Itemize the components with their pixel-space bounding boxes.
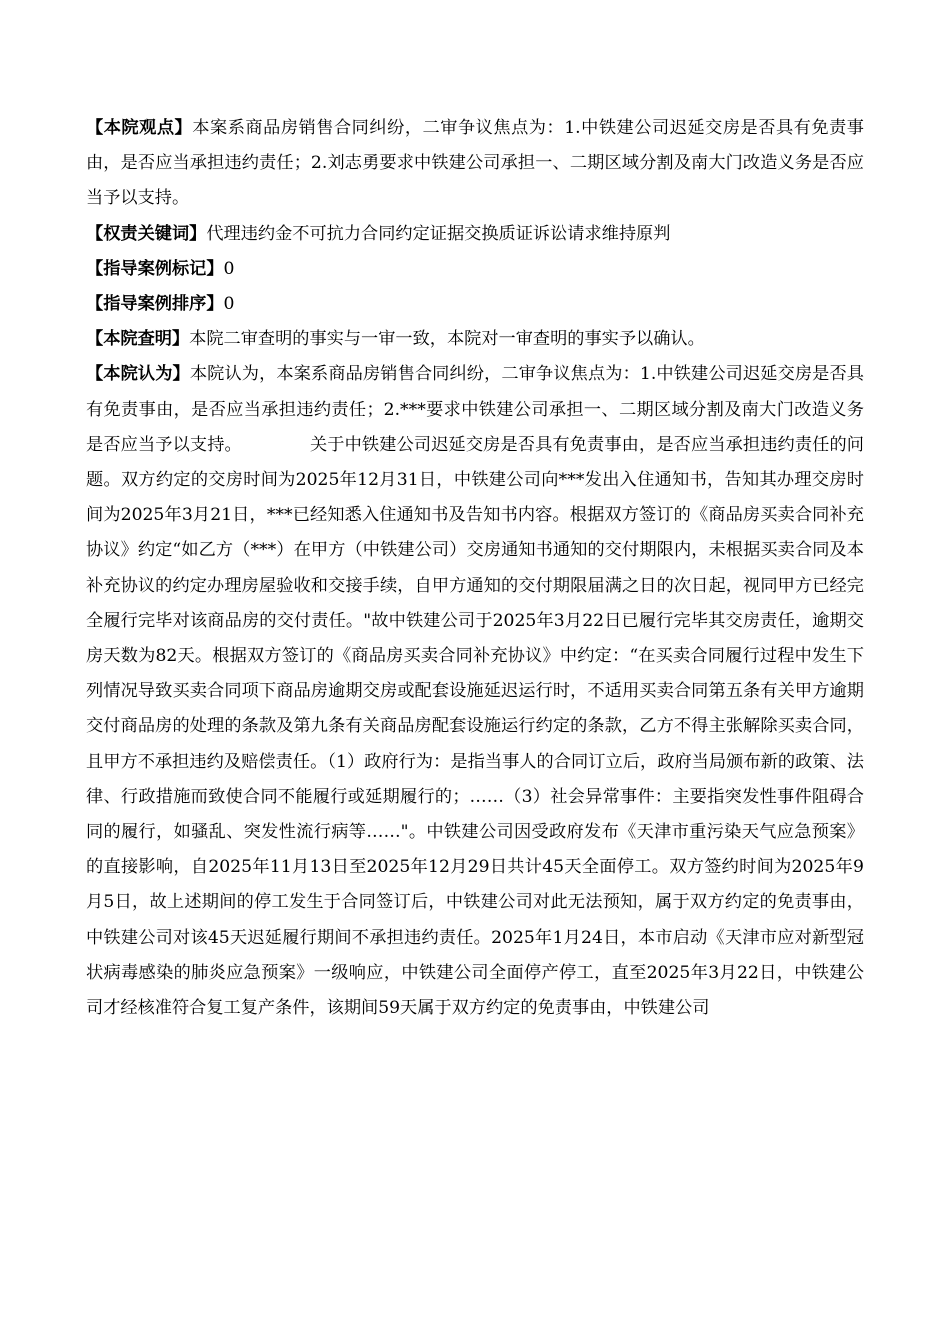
paragraph-guiding-case-order	[86, 287, 864, 322]
text-guiding-case-order: 0	[223, 294, 235, 315]
paragraph-guiding-case-mark	[86, 252, 864, 287]
document-page	[86, 111, 864, 1026]
label-keywords: 【权责关键词】	[86, 223, 207, 244]
label-court-findings: 【本院查明】	[86, 329, 190, 350]
label-guiding-case-order: 【指导案例排序】	[86, 294, 224, 315]
paragraph-court-findings	[86, 322, 864, 357]
text-court-opinion: 本案系商品房销售合同纠纷，二审争议焦点为：1.中铁建公司迟延交房是否具有免责事由，是否应当承担违约责任；2.刘志勇要求中铁建公司承担一、二期区域分割及南大门改造义务是否应当予以支持。	[86, 118, 864, 209]
text-court-holding: 本院认为，本案系商品房销售合同纠纷，二审争议焦点为：1.中铁建公司迟延交房是否具有免责事由，是否应当承担违约责任；2.***要求中铁建公司承担一、二期区域分割及南大门改造义务是否应当予以支持。	[86, 364, 864, 455]
text-keywords: 代理违约金不可抗力合同约定证据交换质证诉讼请求维持原判	[206, 223, 671, 244]
text-guiding-case-mark: 0	[223, 258, 235, 279]
paragraph-court-holding	[86, 357, 864, 1026]
label-court-holding: 【本院认为】	[86, 364, 190, 385]
paragraph-keywords	[86, 217, 864, 252]
paragraph-court-opinion	[86, 111, 864, 217]
label-guiding-case-mark: 【指导案例标记】	[86, 258, 224, 279]
text-court-holding-continued: 关于中铁建公司迟延交房是否具有免责事由，是否应当承担违约责任的问题。双方约定的交房时间为2025年12月31日，中铁建公司向***发出入住通知书，告知其办理交房时间为2025年3月21日，***已经知悉入住通知书及告知书内容。根据双方签订的《商品房买卖合同补充协议》约定“如乙方（***）在甲方（中铁建公司）交房通知书通知的交付期限内，未根据买卖合同及本补充协议的约定办理房屋验收和交接手续，自甲方通知的交付期限届满之日的次日起，视同甲方已经完全履行完毕对该商品房的交付责任。"故中铁建公司于2025年3月22日已履行完毕其交房责任，逾期交房天数为82天。根据双方签订的《商品房买卖合同补充协议》中约定：“在买卖合同履行过程中发生下列情况导致买卖合同项下商品房逾期交房或配套设施延迟运行时，不适用买卖合同第五条有关甲方逾期交付商品房的处理的条款及第九条有关商品房配套设施运行约定的条款，乙方不得主张解除买卖合同，且甲方不承担违约及赔偿责任。（1）政府行为：是指当事人的合同订立后，政府当局颁布新的政策、法律、行政措施而致使合同不能履行或延期履行的；……（3）社会异常事件：主要指突发性事件阻碍合同的履行，如骚乱、突发性流行病等……"。中铁建公司因受政府发布《天津市重污染天气应急预案》的直接影响，自2025年11月13日至2025年12月29日共计45天全面停工。双方签约时间为2025年9月5日，故上述期间的停工发生于合同签订后，中铁建公司对此无法预知，属于双方约定的免责事由，中铁建公司对该45天迟延履行期间不承担违约责任。2025年1月24日，本市启动《天津市应对新型冠状病毒感染的肺炎应急预案》一级响应，中铁建公司全面停产停工，直至2025年3月22日，中铁建公司才经核准符合复工复产条件，该期间59天属于双方约定的免责事由，中铁建公司	[86, 434, 864, 1019]
label-court-opinion: 【本院观点】	[86, 118, 193, 138]
text-court-findings: 本院二审查明的事实与一审一致，本院对一审查明的事实予以确认。	[189, 329, 705, 350]
